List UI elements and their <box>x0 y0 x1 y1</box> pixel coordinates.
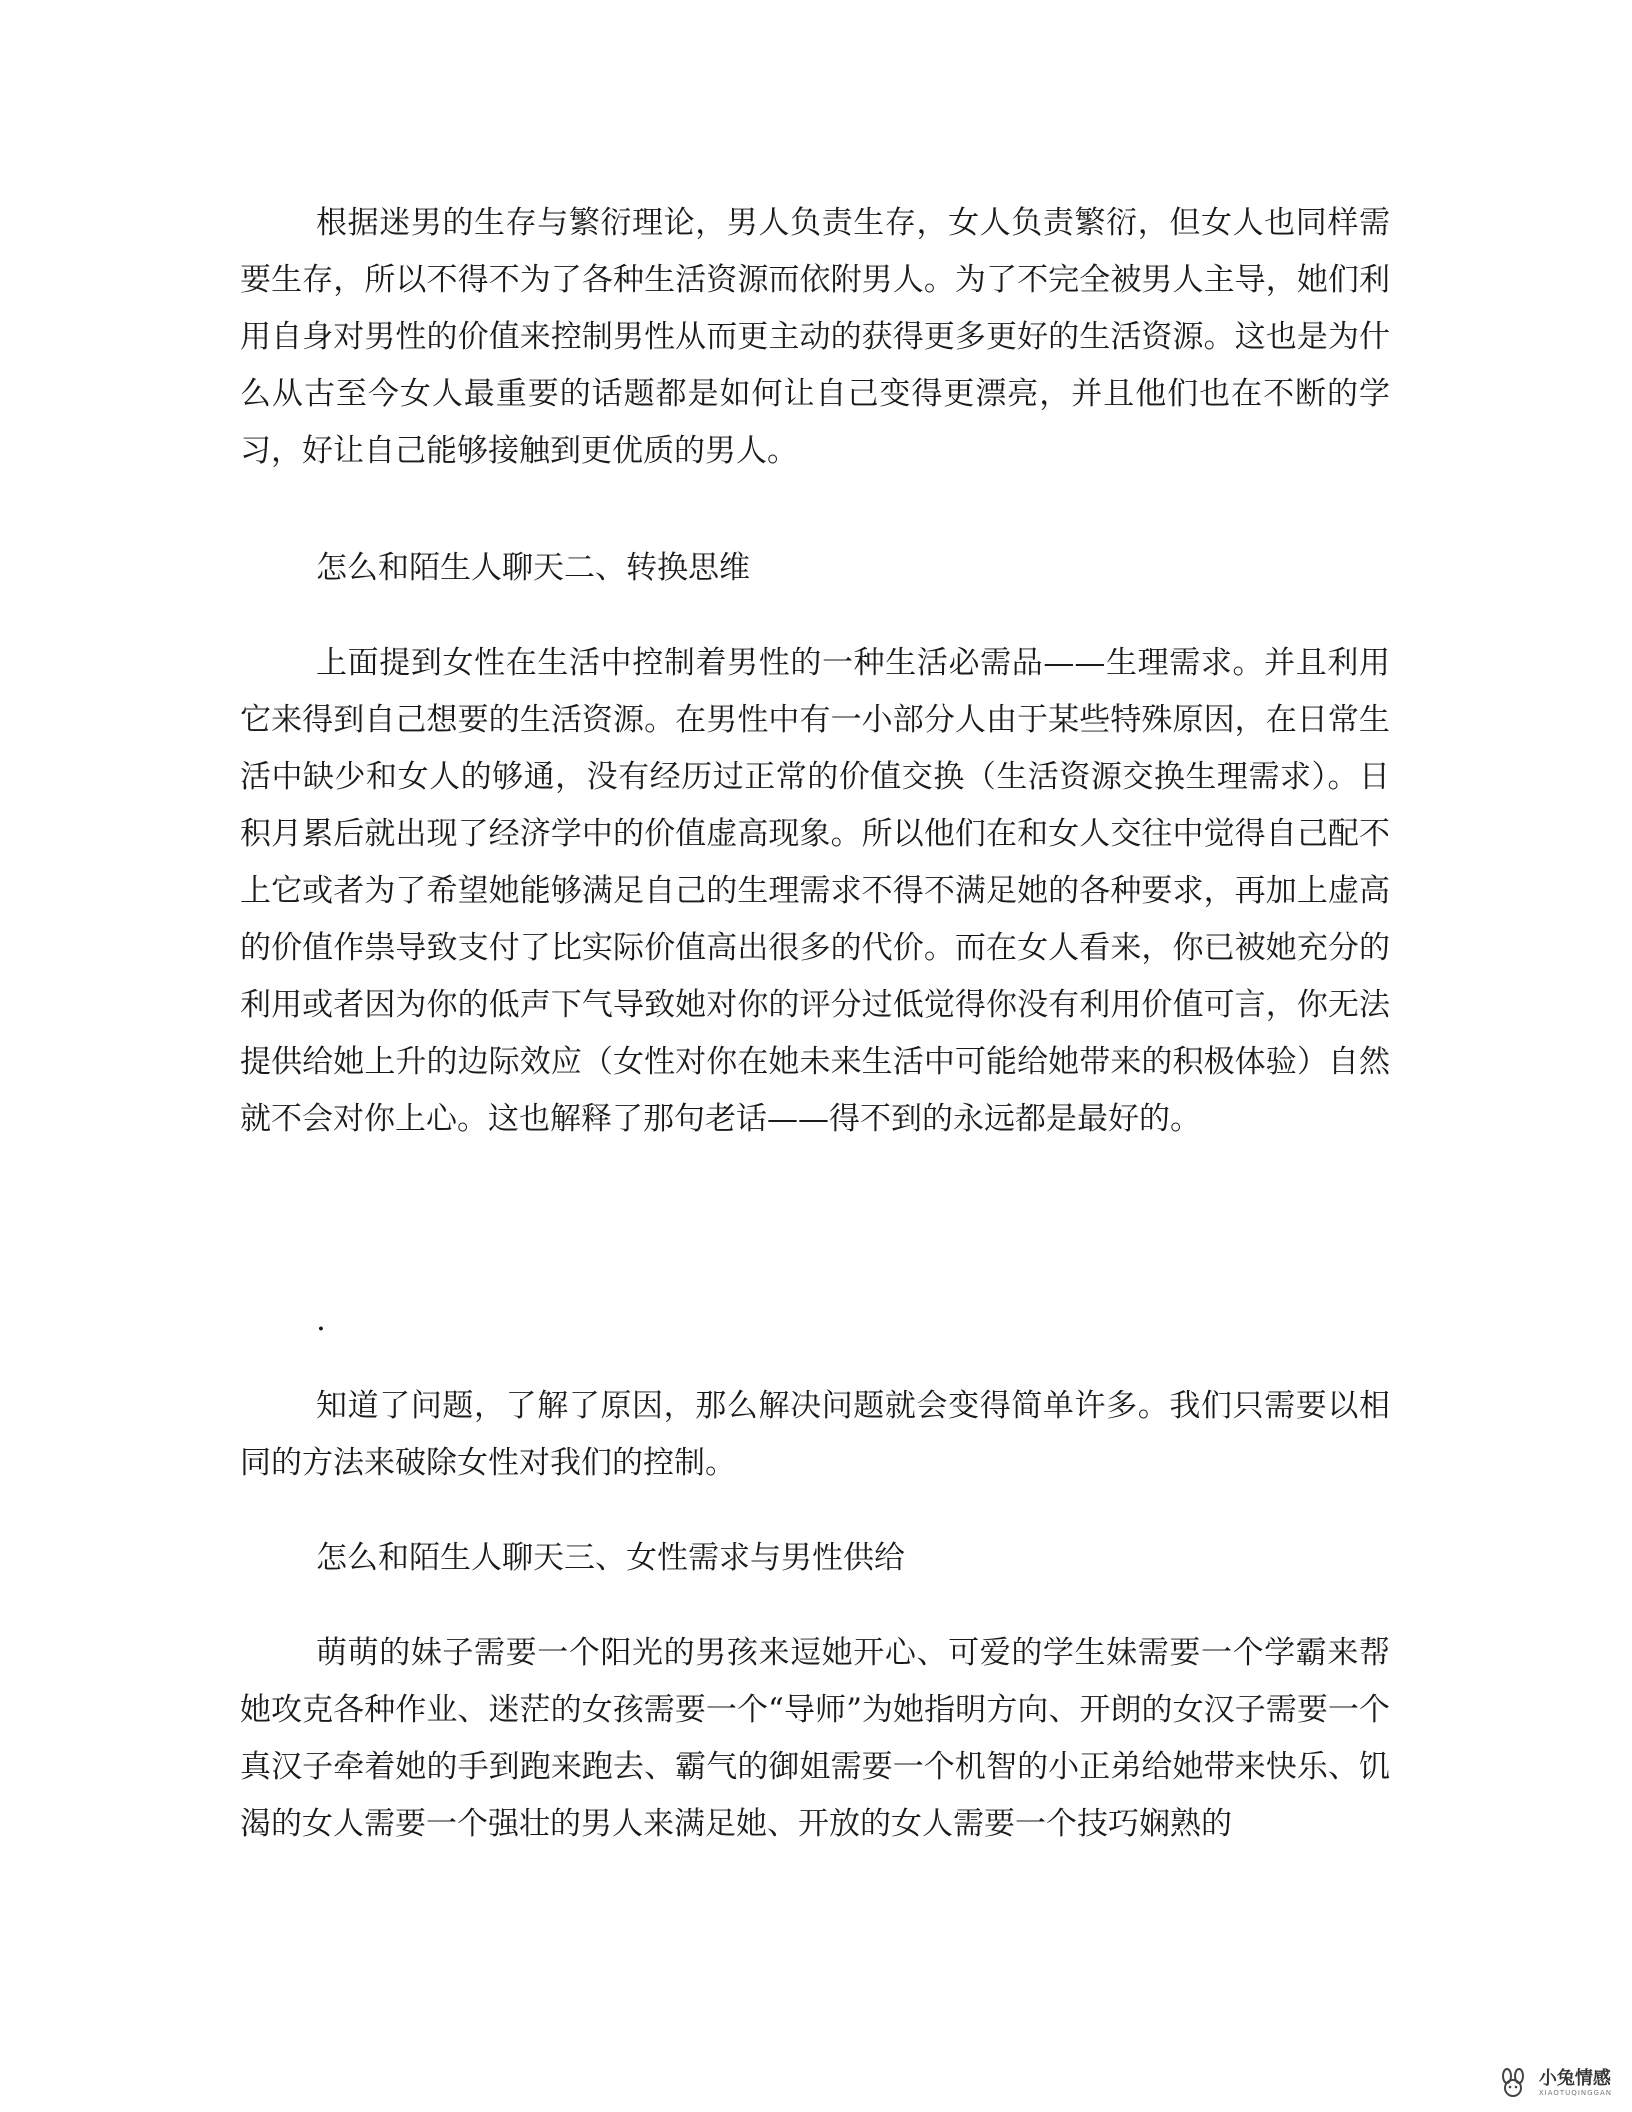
paragraph-needs-supply: 萌萌的妹子需要一个阳光的男孩来逗她开心、可爱的学生妹需要一个学霸来帮她攻克各种作业、迷茫的女孩需要一个“导师”为她指明方向、开朗的女汉子需要一个真汉子牵着她的手到跑来跑去、霸气的御姐需要一个机智的小正弟给她带来快乐、饥渴的女人需要一个强壮的男人来满足她、开放的女人需要一个技巧娴熟的 <box>240 1635 1390 1842</box>
heading-section-two: 怎么和陌生人聊天二、转换思维 <box>316 550 750 586</box>
watermark <box>1493 2068 1612 2098</box>
heading-section-three: 怎么和陌生人聊天三、女性需求与男性供给 <box>316 1540 905 1576</box>
rabbit-logo-icon <box>1493 2068 1533 2098</box>
watermark-subtitle: XIAOTUQINGGAN <box>1538 2088 1612 2097</box>
paragraph-survival-theory: 根据迷男的生存与繁衍理论，男人负责生存，女人负责繁衍，但女人也同样需要生存，所以不得不为了各种生活资源而依附男人。为了不完全被男人主导，她们利用自身对男性的价值来控制男性从而更主动的获得更多更好的生活资源。这也是为什么从古至今女人最重要的话题都是如何让自己变得更漂亮，并且他们也在不断的学习，好让自己能够接触到更优质的男人。 <box>240 205 1390 469</box>
paragraph-value-inflation: 上面提到女性在生活中控制着男性的一种生活必需品——生理需求。并且利用它来得到自己想要的生活资源。在男性中有一小部分人由于某些特殊原因，在日常生活中缺少和女人的够通，没有经历过正常的价值交换（生活资源交换生理需求）。日积月累后就出现了经济学中的价值虚高现象。所以他们在和女人交往中觉得自己配不上它或者为了希望她能够满足自己的生理需求不得不满足她的各种要求，再加上虚高的价值作祟导致支付了比实际价值高出很多的代价。而在女人看来，你已被她充分的利用或者因为你的低声下气导致她对你的评分过低觉得你没有利用价值可言，你无法提供给她上升的边际效应（女性对你在她未来生活中可能给她带来的积极体验）自然就不会对你上心。这也解释了那句老话——得不到的永远都是最好的。 <box>240 645 1390 1137</box>
watermark-title: 小兔情感 <box>1538 2067 1611 2089</box>
paragraph-solution: 知道了问题，了解了原因，那么解决问题就会变得简单许多。我们只需要以相同的方法来破除女性对我们的控制。 <box>240 1388 1390 1481</box>
separator-dot: . <box>316 1302 326 1338</box>
